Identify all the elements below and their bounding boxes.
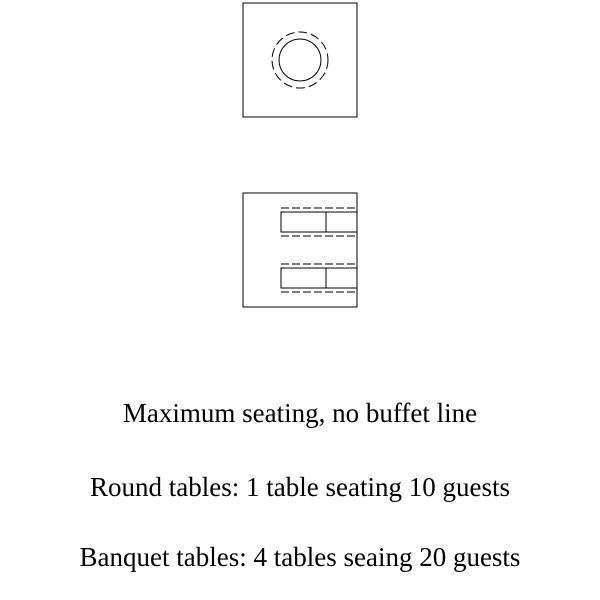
- banquet-table-row-upper: [281, 208, 357, 236]
- banquet-table: [326, 268, 357, 288]
- banquet-table-row-lower: [281, 264, 357, 292]
- room-outline: [243, 193, 357, 307]
- round-table: [279, 39, 321, 81]
- banquet-table: [281, 268, 326, 288]
- round-table-room: [243, 3, 357, 117]
- caption-round-tables: Round tables: 1 table seating 10 guests: [90, 472, 510, 502]
- banquet-table: [326, 212, 357, 232]
- round-table-seating-ring: [272, 32, 328, 88]
- banquet-table-room: [243, 193, 357, 307]
- caption-heading: Maximum seating, no buffet line: [122, 398, 478, 428]
- room-outline: [243, 3, 357, 117]
- caption-banquet-tables: Banquet tables: 4 tables seaing 20 guests: [79, 542, 521, 572]
- banquet-table: [281, 212, 326, 232]
